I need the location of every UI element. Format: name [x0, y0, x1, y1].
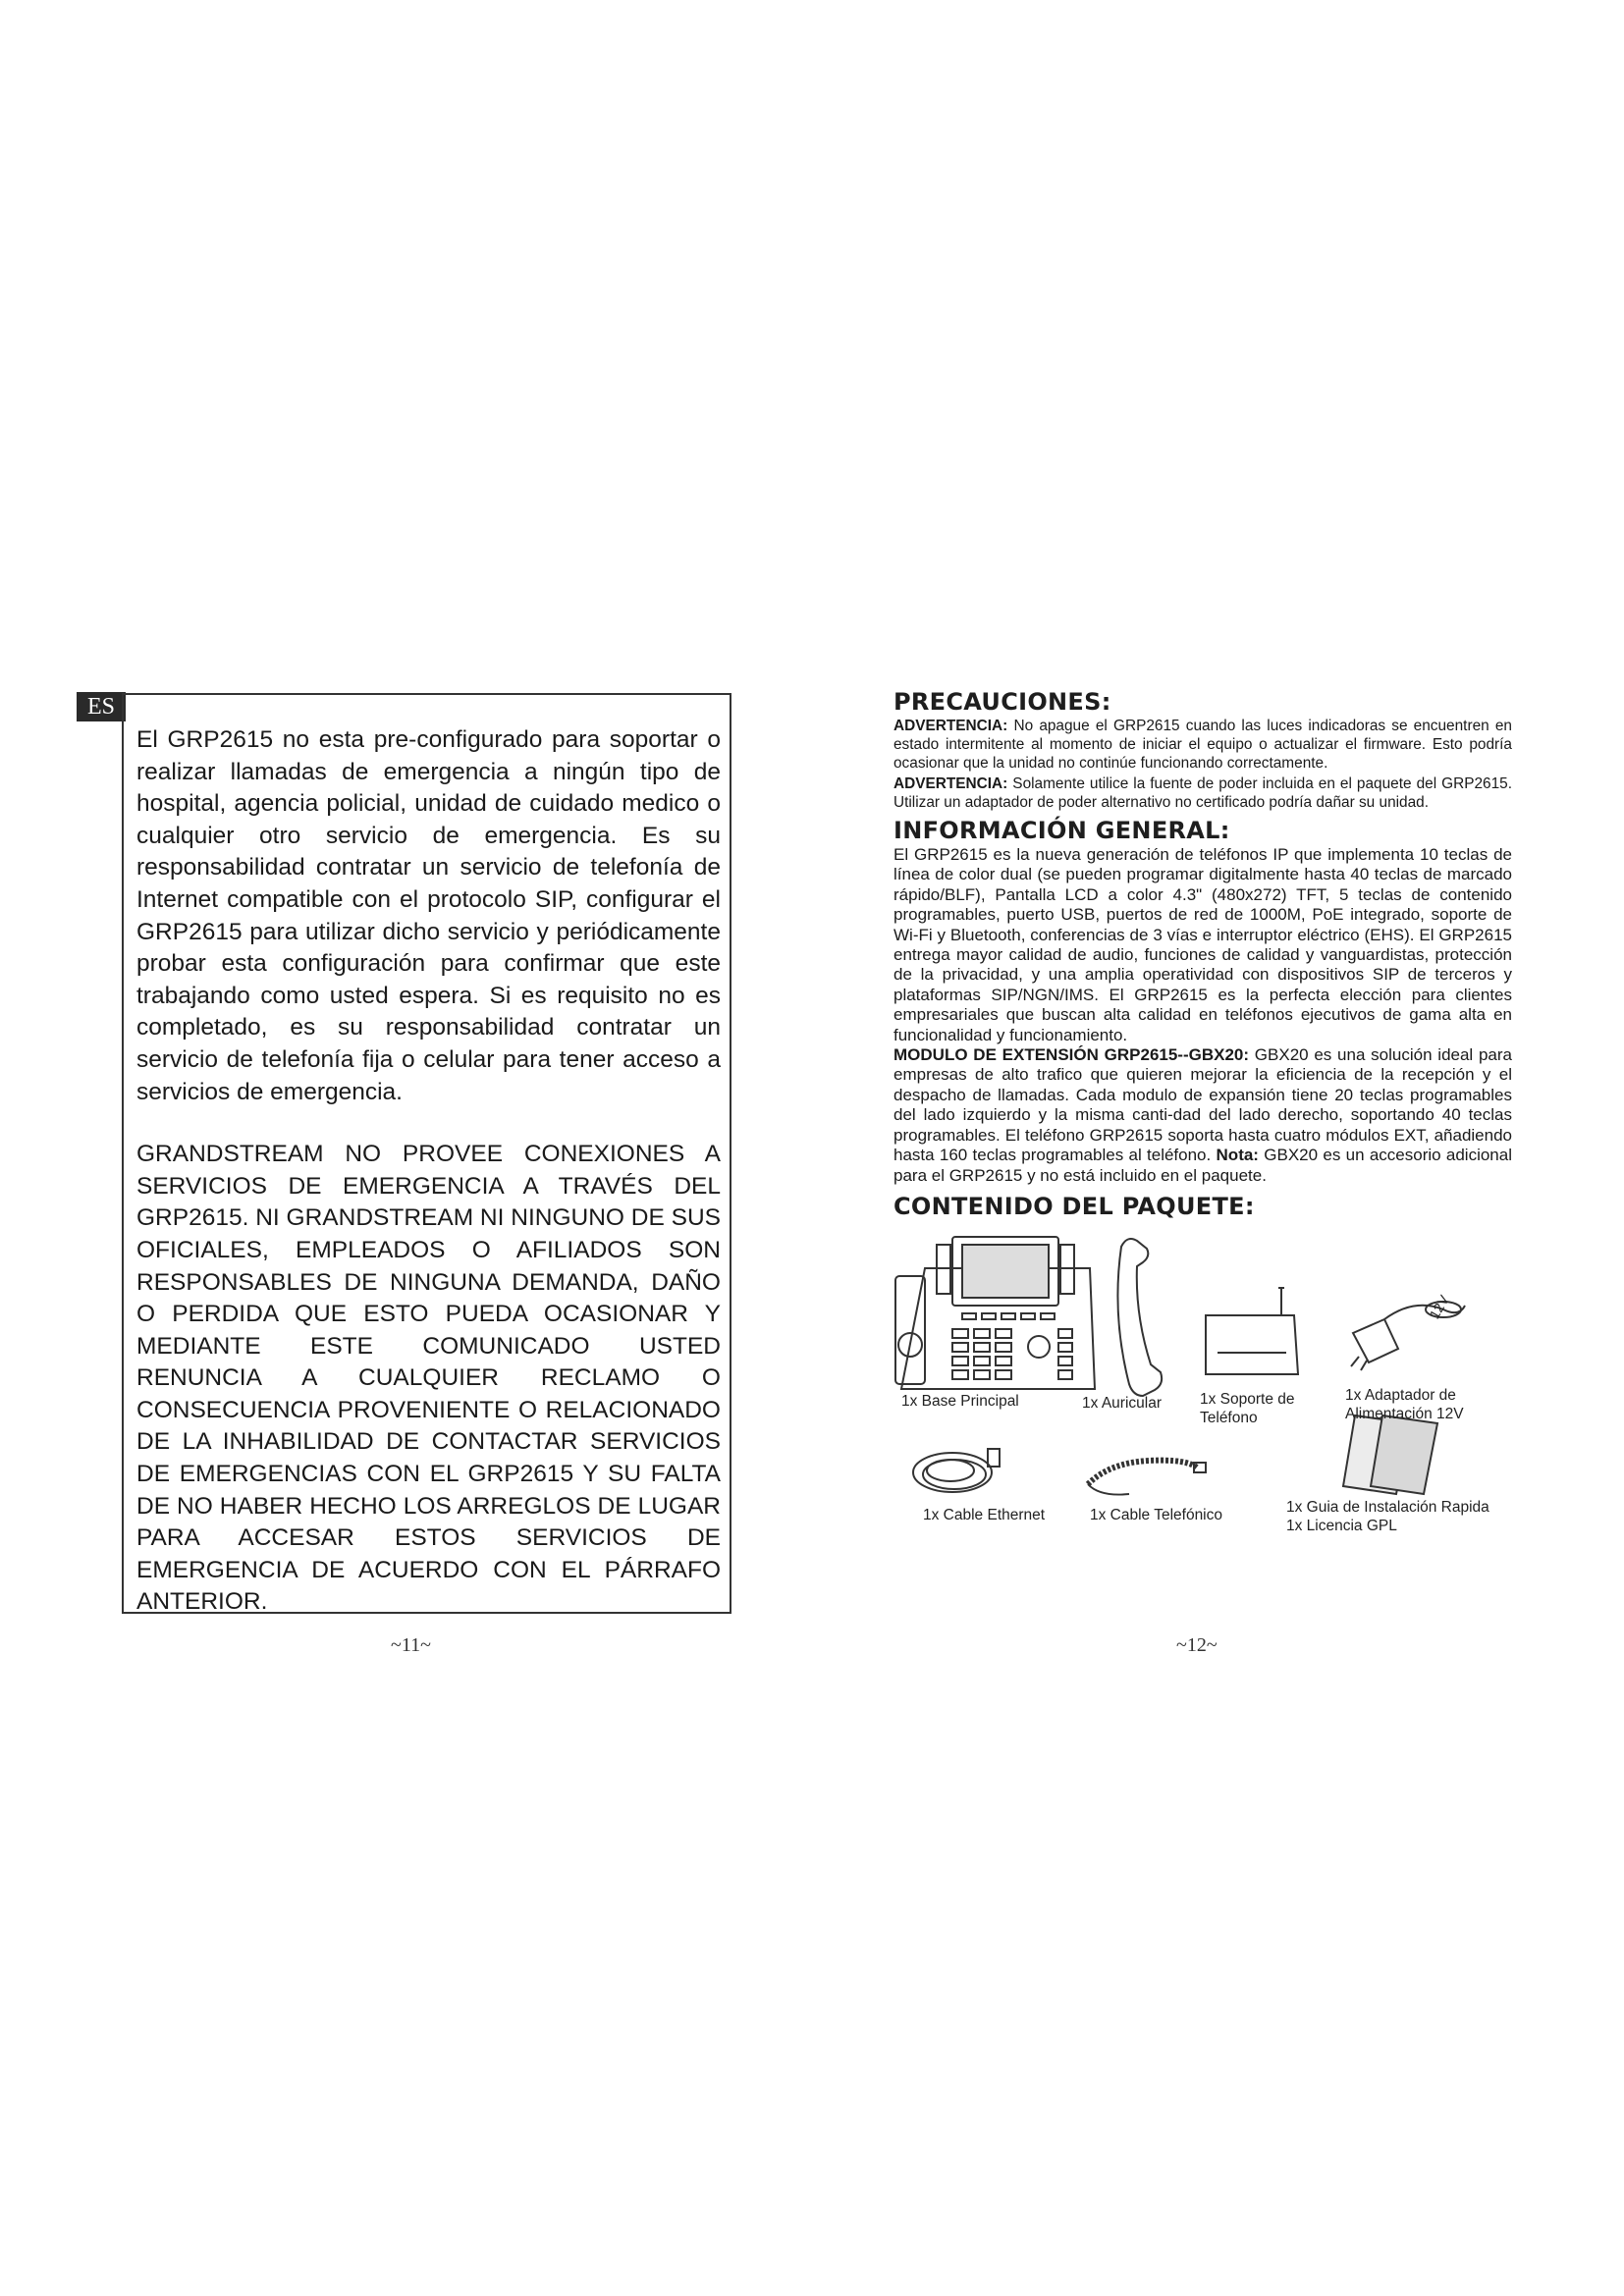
note-text: GBX20 es un accesorio adicional para el GRP2615 y no está incluido en el paquete. — [893, 1146, 1512, 1185]
quick-guide-icon — [1343, 1415, 1437, 1494]
phone-stand-icon — [1206, 1288, 1298, 1374]
caption-adaptador: 1x Adaptador de Alimentación 12V — [1345, 1386, 1464, 1422]
module-paragraph — [893, 1045, 1512, 1186]
package-heading: CONTENIDO DEL PAQUETE: — [893, 1192, 1255, 1220]
telephone-cable-icon — [1088, 1461, 1206, 1495]
page-number-right: ~12~ — [1176, 1634, 1218, 1656]
base-phone-icon — [895, 1237, 1095, 1389]
warning-1 — [893, 717, 1512, 773]
emergency-warning-box — [122, 693, 731, 1614]
warning-1-label: ADVERTENCIA: — [893, 718, 1008, 734]
caption-cable-telefonico: 1x Cable Telefónico — [1090, 1506, 1222, 1523]
right-page-content — [893, 687, 1512, 1534]
caption-guia-instalacion: 1x Guia de Instalación Rapida — [1286, 1498, 1489, 1516]
warning-2-text: Solamente utilice la fuente de poder incluida en el paquete del GRP2615. Utilizar un adaptador de poder alternativo no certificado podría dañar su unidad. — [893, 775, 1512, 811]
general-info-heading: INFORMACIÓN GENERAL: — [893, 817, 1230, 844]
caption-licencia-gpl: 1x Licencia GPL — [1286, 1517, 1397, 1534]
module-text: GBX20 es una solución ideal para empresas de alto trafico que quieren mejorar la eficiencia de la recepción y el despacho de llamadas. Cada modulo de expansión tiene 20 teclas programables del lado izquierdo y la misma canti-dad del lado derecho, soportando 40 teclas programables. El teléfono GRP2615 soporta hasta cuatro módulos EXT, añadiendo hasta 160 teclas programables al teléfono. — [893, 1045, 1512, 1165]
caption-soporte: 1x Soporte de Teléfono — [1200, 1390, 1295, 1426]
note-label: Nota: — [1216, 1146, 1259, 1165]
warning-2-label: ADVERTENCIA: — [893, 775, 1008, 792]
warning-2 — [893, 774, 1512, 812]
package-illustrations — [893, 1227, 1522, 1522]
page-number-left: ~11~ — [391, 1634, 431, 1656]
caption-cable-ethernet: 1x Cable Ethernet — [923, 1506, 1046, 1523]
power-adapter-icon — [1351, 1302, 1465, 1370]
package-contents — [893, 1227, 1522, 1534]
caption-base-principal: 1x Base Principal — [901, 1392, 1019, 1410]
caption-auricular: 1x Auricular — [1082, 1394, 1162, 1412]
module-label: MODULO DE EXTENSIÓN GRP2615--GBX20: — [893, 1045, 1250, 1065]
disclaimer-paragraph: GRANDSTREAM NO PROVEE CONEXIONES A SERVICIOS DE EMERGENCIA A TRAVÉS DEL GRP2615. NI GRANDSTREAM NI NINGUNO DE SUS OFICIALES, EMPLEADOS O AFILIADOS SON RESPONSABLES DE NINGUNA DEMANDA, DAÑO O PERDIDA QUE ESTO PUEDA OCASIONAR Y MEDIANTE ESTE COMUNICADO USTED RENUNCIA A CUALQUIER RECLAMO O CONSECUENCIA PROVENIENTE O RELACIONADO DE LA INHABILIDAD DE CONTACTAR SERVICIOS DE EMERGENCIAS CON EL GRP2615 Y SU FALTA DE NO HABER HECHO LOS ARREGLOS DE LUGAR PARA ACCESAR ESTOS SERVICIOS DE EMERGENCIA DE ACUERDO CON EL PÁRRAFO ANTERIOR. — [136, 1141, 721, 1616]
language-tab: ES — [77, 692, 126, 721]
ethernet-cable-icon — [913, 1449, 1000, 1492]
general-info-paragraph: El GRP2615 es la nueva generación de teléfonos IP que implementa 10 teclas de línea de color dual (se pueden programar digitalmente hasta 40 teclas de marcado rápido/BLF), Pantalla LCD a color 4.3" (480x272) TFT, 5 teclas de contenido programables, puerto USB, puertos de red de 1000M, PoE integrado, soporte de Wi-Fi y Bluetooth, conferencias de 3 vías e interruptor eléctrico (EHS). El GRP2615 entrega mayor calidad de audio, funciones de calidad y vanguardistas, protección de la privacidad, y una amplia operatividad con dispositivos SIP de terceros y plataformas SIP/NGN/IMS. El GRP2615 es la perfecta elección para clientes empresariales que buscan alta calidad en teléfonos ejecutivos de gama alta en funcionalidad y funcionamiento. — [893, 845, 1512, 1044]
handset-icon — [1117, 1239, 1162, 1396]
warning-1-text: No apague el GRP2615 cuando las luces indicadoras se encuentren en estado intermitente al momento de iniciar el equipo o actualizar el firmware. Esto podría ocasionar que la unidad no continúe funcionando correctamente. — [893, 718, 1512, 772]
precautions-heading: PRECAUCIONES: — [893, 688, 1111, 716]
emergency-paragraph: El GRP2615 no esta pre-configurado para soportar o realizar llamadas de emergencia a ningún tipo de hospital, agencia policial, unidad de cuidado medico o cualquier otro servicio de emergencia. Es su responsabilidad contratar un servicio de telefonía de Internet compatible con el protocolo SIP, configurar el GRP2615 para utilizar dicho servicio y periódicamente probar esta configuración para confirmar que este trabajando como usted espera. Si es requisito no es completado, es su responsabilidad contratar un servicio de telefonía fija o celular para tener acceso a servicios de emergencia. — [136, 726, 721, 1105]
adapter-label: 12V — [1426, 1292, 1452, 1322]
